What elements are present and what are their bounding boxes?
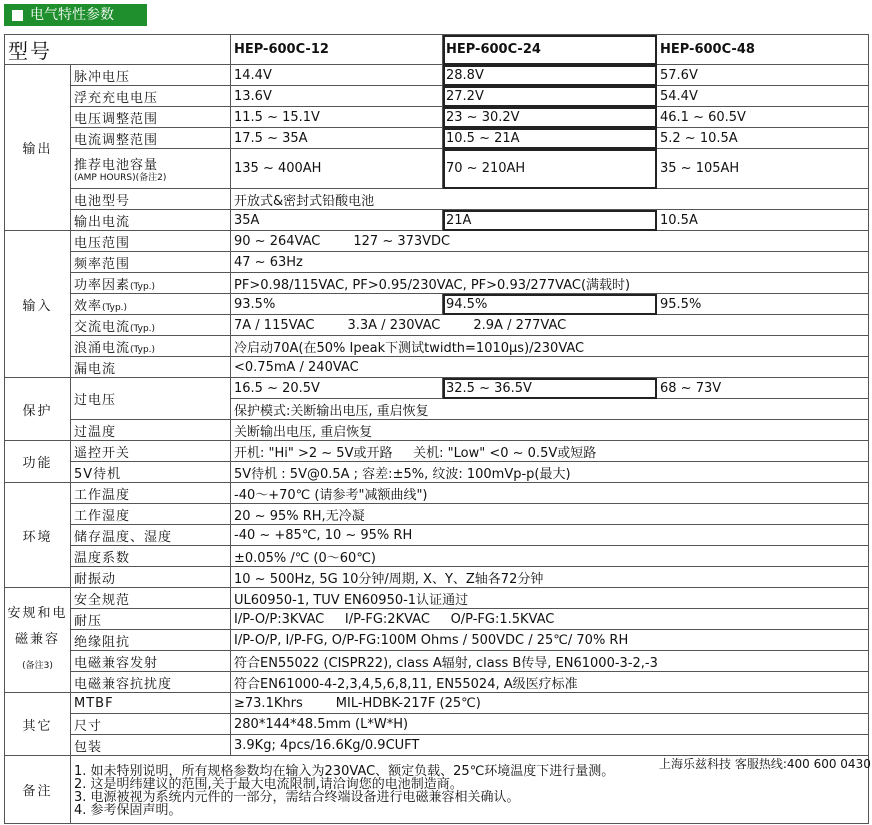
category-others: 其它	[5, 693, 71, 756]
item-label: 尺寸	[71, 714, 231, 735]
note-line: 3. 电源被视为系统内元件的一部分，需结合终端设备进行电磁兼容相关确认。	[74, 789, 520, 805]
table-row	[5, 609, 869, 630]
category-environment: 环境	[5, 483, 71, 588]
value-cell: 46.1 ~ 60.5V	[657, 107, 869, 128]
safety-cat-note: (备注3)	[22, 661, 53, 671]
value-cell: 280*144*48.5mm (L*W*H)	[231, 714, 869, 735]
category-safety	[5, 588, 71, 693]
item-label: 输出电流	[71, 210, 231, 231]
item-label: 浮充充电电压	[71, 86, 231, 107]
item-label	[71, 149, 231, 189]
table-row	[5, 651, 869, 672]
value-cell: 70 ~ 210AH	[443, 149, 657, 189]
table-row	[5, 210, 869, 231]
item-label: 电磁兼容发射	[71, 651, 231, 672]
table-row	[5, 735, 869, 756]
typ-label: (Typ.)	[130, 323, 156, 334]
item-label: 过电压	[71, 378, 231, 420]
table-row	[5, 107, 869, 128]
value-cell: 23 ~ 30.2V	[443, 107, 657, 128]
value-cell: 95.5%	[657, 294, 869, 315]
value-cell: 10.5 ~ 21A	[443, 128, 657, 149]
value-cell: 11.5 ~ 15.1V	[231, 107, 443, 128]
value-cell: 开机: "Hi" >2 ~ 5V或开路 关机: "Low" <0 ~ 0.5V或短路	[231, 441, 869, 462]
value-cell: 16.5 ~ 20.5V	[231, 378, 443, 399]
category-notes: 备注	[5, 756, 71, 824]
capacity-label: 推荐电池容量	[74, 158, 159, 173]
value-cell: ±0.05% /℃ (0～60℃)	[231, 546, 869, 567]
value-cell: 27.2V	[443, 86, 657, 107]
value-cell: 冷启动70A(在50% Ipeak下测试twidth=1010μs)/230VAC	[231, 336, 869, 357]
table-row	[5, 315, 869, 336]
value-cell: 3.9Kg; 4pcs/16.6Kg/0.9CUFT	[231, 735, 869, 756]
value-cell: PF>0.98/115VAC, PF>0.95/230VAC, PF>0.93/277VAC(满载时)	[231, 273, 869, 294]
table-row	[5, 189, 869, 210]
item-label: 储存温度、湿度	[71, 525, 231, 546]
value-cell: 93.5%	[231, 294, 443, 315]
value-cell: 35 ~ 105AH	[657, 149, 869, 189]
inrush-label: 浪涌电流	[74, 340, 131, 356]
value-cell: 开放式&密封式铅酸电池	[231, 189, 869, 210]
value-cell: 17.5 ~ 35A	[231, 128, 443, 149]
section-title: 电气特性参数	[30, 7, 114, 23]
table-row	[5, 336, 869, 357]
item-label: 电压范围	[71, 231, 231, 252]
typ-label: (Typ.)	[130, 281, 156, 292]
value-cell: 57.6V	[657, 65, 869, 86]
item-label: 耐振动	[71, 567, 231, 588]
item-label: 电压调整范围	[71, 107, 231, 128]
item-label: 耐压	[71, 609, 231, 630]
note-line: 2. 这是明纬建议的范围,关于最大电流限制,请洽询您的电池制造商。	[74, 776, 463, 792]
value-cell: 135 ~ 400AH	[231, 149, 443, 189]
value-cell: 68 ~ 73V	[657, 378, 869, 399]
item-label: 过温度	[71, 420, 231, 441]
safety-cat-label: 安规和电磁兼容	[7, 606, 68, 647]
typ-label: (Typ.)	[102, 302, 128, 313]
table-row	[5, 149, 869, 189]
table-row	[5, 525, 869, 546]
table-row	[5, 86, 869, 107]
item-label: 电流调整范围	[71, 128, 231, 149]
item-label: 绝缘阻抗	[71, 630, 231, 651]
value-cell: 90 ~ 264VAC 127 ~ 373VDC	[231, 231, 869, 252]
note-line: 1. 如未特别说明，所有规格参数均在输入为230VAC、额定负载、25℃环境温度下进行量测。	[74, 763, 615, 779]
value-cell: -40～+70℃ (请参考"减额曲线")	[231, 483, 869, 504]
item-label: 电磁兼容抗扰度	[71, 672, 231, 693]
item-label: 频率范围	[71, 252, 231, 273]
value-cell: 5.2 ~ 10.5A	[657, 128, 869, 149]
value-cell: 14.4V	[231, 65, 443, 86]
category-protection: 保护	[5, 378, 71, 441]
table-row	[5, 567, 869, 588]
acin-label: 交流电流	[74, 319, 131, 335]
item-label	[71, 294, 231, 315]
table-row	[5, 462, 869, 483]
table-row	[5, 714, 869, 735]
item-label: 脉冲电压	[71, 65, 231, 86]
value-cell: -40 ~ +85℃, 10 ~ 95% RH	[231, 525, 869, 546]
item-label: 遥控开关	[71, 441, 231, 462]
spec-table	[4, 34, 869, 824]
item-label: 工作温度	[71, 483, 231, 504]
table-row	[5, 441, 869, 462]
value-cell: 7A / 115VAC 3.3A / 230VAC 2.9A / 277VAC	[231, 315, 869, 336]
eff-label: 效率	[74, 298, 103, 314]
value-cell: 10 ~ 500Hz, 5G 10分钟/周期, X、Y、Z轴各72分钟	[231, 567, 869, 588]
item-label: 电池型号	[71, 189, 231, 210]
table-row	[5, 588, 869, 609]
section-title-bar	[4, 4, 147, 26]
table-row	[5, 273, 869, 294]
table-row	[5, 294, 869, 315]
value-cell: I/P-O/P, I/P-FG, O/P-FG:100M Ohms / 500VDC / 25℃/ 70% RH	[231, 630, 869, 651]
value-cell: 保护模式:关断输出电压, 重启恢复	[231, 399, 869, 420]
pf-label: 功率因素	[74, 277, 131, 293]
square-icon	[12, 10, 23, 21]
category-input: 输入	[5, 231, 71, 378]
table-row	[5, 546, 869, 567]
table-row	[5, 483, 869, 504]
category-function: 功能	[5, 441, 71, 483]
item-label: 5V待机	[71, 462, 231, 483]
capacity-sublabel: (AMP HOURS)(备注2)	[74, 173, 167, 183]
value-cell: 32.5 ~ 36.5V	[443, 378, 657, 399]
value-cell: <0.75mA / 240VAC	[231, 357, 869, 378]
value-cell: 47 ~ 63Hz	[231, 252, 869, 273]
table-row	[5, 378, 869, 399]
value-cell: 21A	[443, 210, 657, 231]
item-label: 包装	[71, 735, 231, 756]
model-48: HEP-600C-48	[657, 35, 869, 65]
table-row	[5, 420, 869, 441]
item-label: 安全规范	[71, 588, 231, 609]
value-cell: ≥73.1Khrs MIL-HDBK-217F (25℃)	[231, 693, 869, 714]
table-row	[5, 672, 869, 693]
table-row	[5, 630, 869, 651]
model-12: HEP-600C-12	[231, 35, 443, 65]
value-cell: 13.6V	[231, 86, 443, 107]
service-hotline: 上海乐兹科技 客服热线:400 600 0430	[659, 757, 871, 771]
value-cell: 符合EN55022 (CISPR22), class A辐射, class B传导, EN61000-3-2,-3	[231, 651, 869, 672]
model-row	[5, 35, 869, 65]
table-row	[5, 65, 869, 86]
value-cell: 35A	[231, 210, 443, 231]
item-label: MTBF	[71, 693, 231, 714]
category-output: 输出	[5, 65, 71, 231]
value-cell: 符合EN61000-4-2,3,4,5,6,8,11, EN55024, A级医疗标准	[231, 672, 869, 693]
table-row	[5, 231, 869, 252]
value-cell: 94.5%	[443, 294, 657, 315]
value-cell: I/P-O/P:3KVAC I/P-FG:2KVAC O/P-FG:1.5KVAC	[231, 609, 869, 630]
model-header: 型号	[5, 35, 231, 65]
typ-label: (Typ.)	[130, 344, 156, 355]
value-cell: 28.8V	[443, 65, 657, 86]
table-row	[5, 693, 869, 714]
value-cell: UL60950-1, TUV EN60950-1认证通过	[231, 588, 869, 609]
model-24: HEP-600C-24	[443, 35, 657, 65]
table-row	[5, 504, 869, 525]
item-label	[71, 336, 231, 357]
item-label: 漏电流	[71, 357, 231, 378]
value-cell: 54.4V	[657, 86, 869, 107]
item-label: 工作湿度	[71, 504, 231, 525]
value-cell: 10.5A	[657, 210, 869, 231]
value-cell: 5V待机 : 5V@0.5A ; 容差:±5%, 纹波: 100mVp-p(最大)	[231, 462, 869, 483]
note-line: 4. 参考保固声明。	[74, 802, 182, 818]
table-row	[5, 128, 869, 149]
value-cell: 关断输出电压, 重启恢复	[231, 420, 869, 441]
item-label	[71, 315, 231, 336]
table-row	[5, 252, 869, 273]
item-label	[71, 273, 231, 294]
item-label: 温度系数	[71, 546, 231, 567]
table-row	[5, 357, 869, 378]
value-cell: 20 ~ 95% RH,无冷凝	[231, 504, 869, 525]
